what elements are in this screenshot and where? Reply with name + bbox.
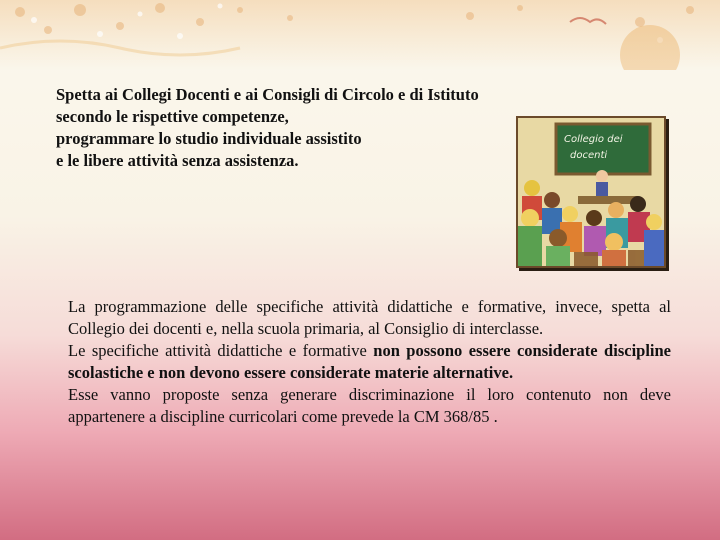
paragraph-2-normal: Le specifiche attività didattiche e formative xyxy=(68,341,374,360)
intro-line: programmare lo studio individuale assistito xyxy=(56,129,362,148)
paragraph-2 xyxy=(68,340,671,384)
intro-line: e le libere attività senza assistenza. xyxy=(56,151,299,170)
board-text-line1: Collegio dei xyxy=(564,134,623,145)
intro-text xyxy=(56,84,576,172)
intro-line: secondo le rispettive competenze, xyxy=(56,107,289,126)
paragraph-1: La programmazione delle specifiche attività didattiche e formative, invece, spetta al Collegio dei docenti e, nella scuola primaria, al Consiglio di interclasse. xyxy=(68,297,671,338)
paragraph-3: Esse vanno proposte senza generare discriminazione il loro contenuto non deve appartenere a discipline curricolari come prevede la CM 368/85 . xyxy=(68,385,671,426)
blackboard xyxy=(556,124,650,174)
body-text xyxy=(68,296,671,428)
classroom-illustration-icon xyxy=(516,116,666,268)
floral-pattern-icon xyxy=(0,0,720,70)
decorative-header-band xyxy=(0,0,720,70)
paragraph-2-bold: non possono essere considerate discipline scolastiche e non devono essere considerate materie alternative. xyxy=(68,341,671,382)
board-text-line2: docenti xyxy=(570,150,608,161)
intro-line: Spetta ai Collegi Docenti e ai Consigli di Circolo e di Istituto xyxy=(56,85,479,104)
